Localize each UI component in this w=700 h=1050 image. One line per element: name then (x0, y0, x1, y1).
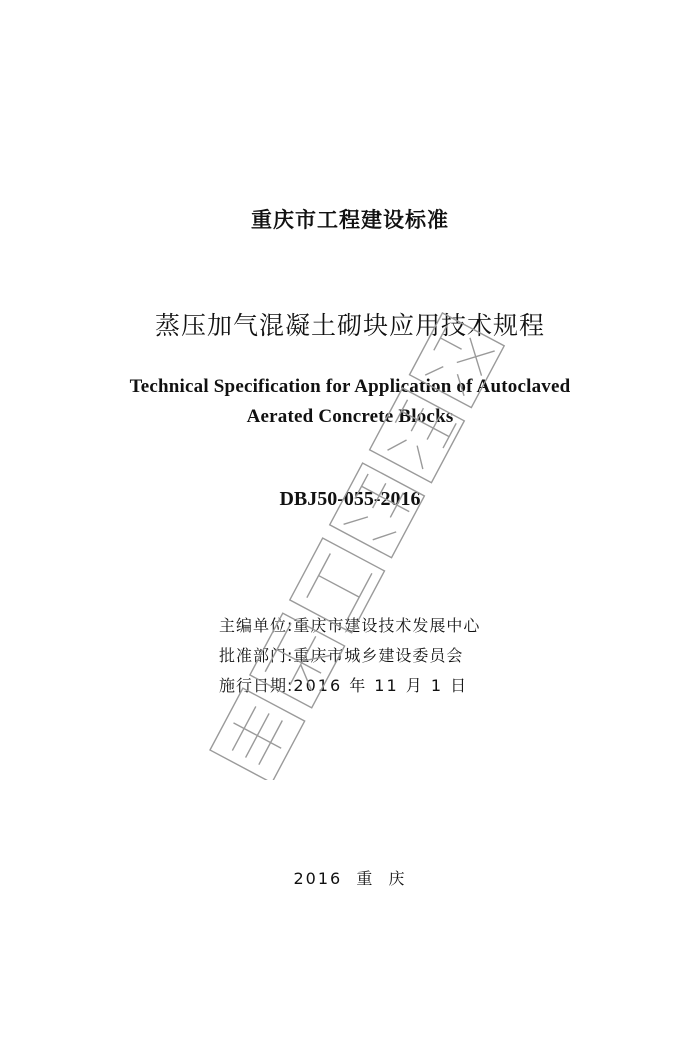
info-label: 施行日期: (219, 676, 294, 695)
info-row-approver (219, 641, 480, 671)
info-row-editor (219, 611, 480, 641)
document-title-en-line-2: Aerated Concrete Blocks (246, 406, 454, 427)
info-value: 2016 年 11 月 1 日 (293, 676, 469, 695)
info-label: 主编单位: (219, 616, 294, 635)
info-row-effective-date (219, 671, 480, 701)
document-title-cn: 蒸压加气混凝土砌块应用技术规程 (154, 311, 545, 340)
document-title-en (0, 372, 700, 432)
footer-place-year: 2016 重 庆 (293, 869, 407, 888)
info-value: 重庆市建设技术发展中心 (293, 616, 481, 635)
document-title-en-line-1: Technical Specification for Application of Autoclaved (129, 376, 571, 397)
standard-code: DBJ50-055-2016 (279, 488, 421, 510)
publication-info (219, 611, 480, 701)
info-value: 重庆市城乡建设委员会 (293, 646, 464, 665)
series-title: 重庆市工程建设标准 (251, 208, 449, 232)
watermark-stamp (170, 280, 530, 780)
info-label: 批准部门: (219, 646, 294, 665)
